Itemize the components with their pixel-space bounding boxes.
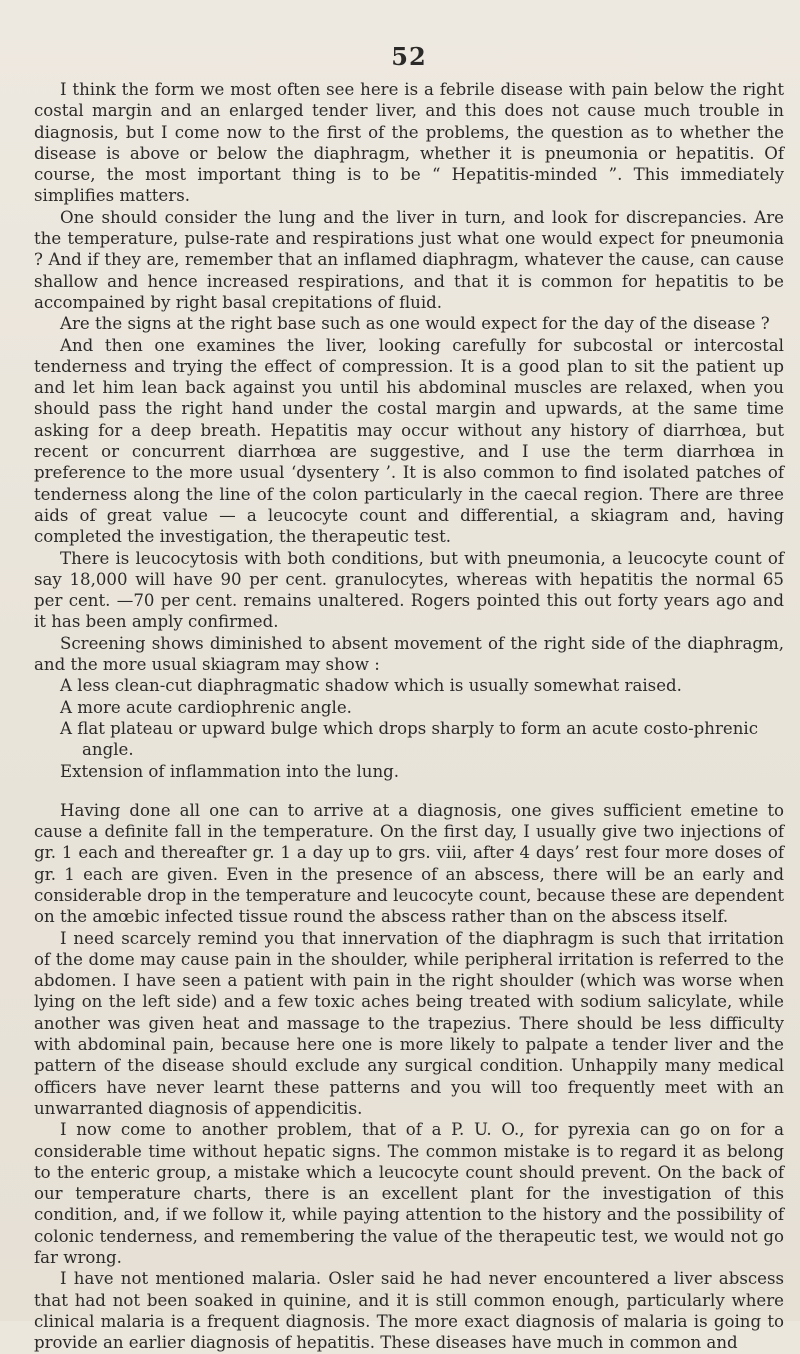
list-item-text: A less clean-cut diaphragmatic shadow which is usually somewhat raised. — [60, 676, 682, 696]
page-number: 52 — [391, 42, 427, 71]
paragraph: I now come to another problem, that of a P. U. O., for pyrexia can go on for a considerable time without hepatic signs. The common mistake is to regard it as belong to the enteric group, a mistake which a leucocyte count should prevent. On the back of our temperature charts, there is an excellent plant for the investigation of this condition, and, if we follow it, while paying attention to the history and the possibility of colonic tenderness, and remembering the value of the therapeutic test, we would not go far wrong. — [34, 1120, 784, 1268]
paragraph: I think the form we most often see here is a febrile disease with pain below the right costal margin and an enlarged tender liver, and this does not cause much trouble in diagnosis, but I come now to the first of the problems, the question as to whether the disease is above or below the diaphragm, whether it is pneumonia or hepatitis. Of course, the most important thing is to be “ Hepatitis-minded ”. This immediately simplifies matters. — [34, 80, 784, 206]
list-item-text: A more acute cardiophrenic angle. — [60, 697, 352, 717]
list-item — [60, 697, 784, 718]
paragraph: Are the signs at the right base such as one would expect for the day of the disease ? — [60, 314, 770, 334]
list-item — [60, 761, 784, 782]
paragraph: One should consider the lung and the liver in turn, and look for discrepancies. Are the temperature, pulse-rate and respirations just what one would expect for pneumonia ? And if they are, remember that an inflamed diaphragm, whatever the cause, can cause shallow and hence increased respirations, and that it is common for hepatitis to be accompained by right basal crepitations of fluid. — [34, 207, 784, 312]
paragraph: Screening shows diminished to absent movement of the right side of the diaphragm, and the more usual skiagram may show : — [34, 633, 784, 675]
paragraph: I need scarcely remind you that innervation of the diaphragm is such that irritation of the dome may cause pain in the shoulder, while peripheral irritation is referred to the abdomen. I have seen a patient with pain in the right shoulder (which was worse when lying on the left side) and a few toxic aches being treated with sodium salicylate, while another was given heat and massage to the trapezius. There should be less difficulty with abdominal pain, because here one is more likely to palpate a tender liver and the pattern of the disease should exclude any surgical condition. Unhappily many medical officers have never learnt these patterns and you will too frequently meet with an unwarranted diagnosis of appendicitis. — [34, 928, 784, 1118]
list-item-text: Extension of inflammation into the lung. — [60, 761, 400, 781]
paragraph: There is leucocytosis with both conditions, but with pneumonia, a leucocyte count of say 18,000 will have 90 per cent. granulocytes, whereas with hepatitis the normal 65 per cent. —70 per cent. remains unaltered. Rogers pointed this out forty years ago and it has been amply confirmed. — [34, 548, 784, 632]
skiagram-signs-list — [34, 675, 784, 781]
list-item — [60, 718, 784, 761]
list-item-text: A flat plateau or upward bulge which drops sharply to form an acute costo-phrenic — [60, 718, 759, 738]
list-item-continuation: angle. — [82, 740, 134, 760]
page-body — [34, 79, 784, 1354]
list-item — [60, 675, 784, 696]
paragraph: I have not mentioned malaria. Osler said he had never encountered a liver abscess that had not been soaked in quinine, and it is still common enough, particularly where clinical malaria is a frequent diagnosis. The more exact diagnosis of malaria is going to provide an earlier diagnosis of hepatitis. These diseases have much in common and — [34, 1269, 784, 1353]
paragraph: And then one examines the liver, looking carefully for subcostal or intercostal tenderness and trying the effect of compression. It is a good plan to sit the patient up and let him lean back against you until his abdominal muscles are relaxed, when you should pass the right hand under the costal margin and upwards, at the same time asking for a deep breath. Hepatitis may occur without any history of diarrhœa, but recent or concurrent diarrhœa are suggestive, and I use the term diarrhœa in preference to the more usual ‘dysentery ’. It is also common to find isolated patches of tenderness along the line of the colon particularly in the caecal region. There are three aids of great value — a leucocyte count and differential, a skiagram and, having completed the investigation, the therapeutic test. — [34, 335, 784, 547]
section-gap — [34, 782, 784, 800]
paragraph: Having done all one can to arrive at a diagnosis, one gives sufficient emetine to cause a definite fall in the temperature. On the first day, I usually give two injections of gr. 1 each and thereafter gr. 1 a day up to grs. viii, after 4 days’ rest four more doses of gr. 1 each are given. Even in the presence of an abscess, there will be an early and considerable drop in the temperature and leucocyte count, because these are dependent on the amœbic infected tissue round the abscess rather than on the abscess itself. — [34, 800, 784, 927]
